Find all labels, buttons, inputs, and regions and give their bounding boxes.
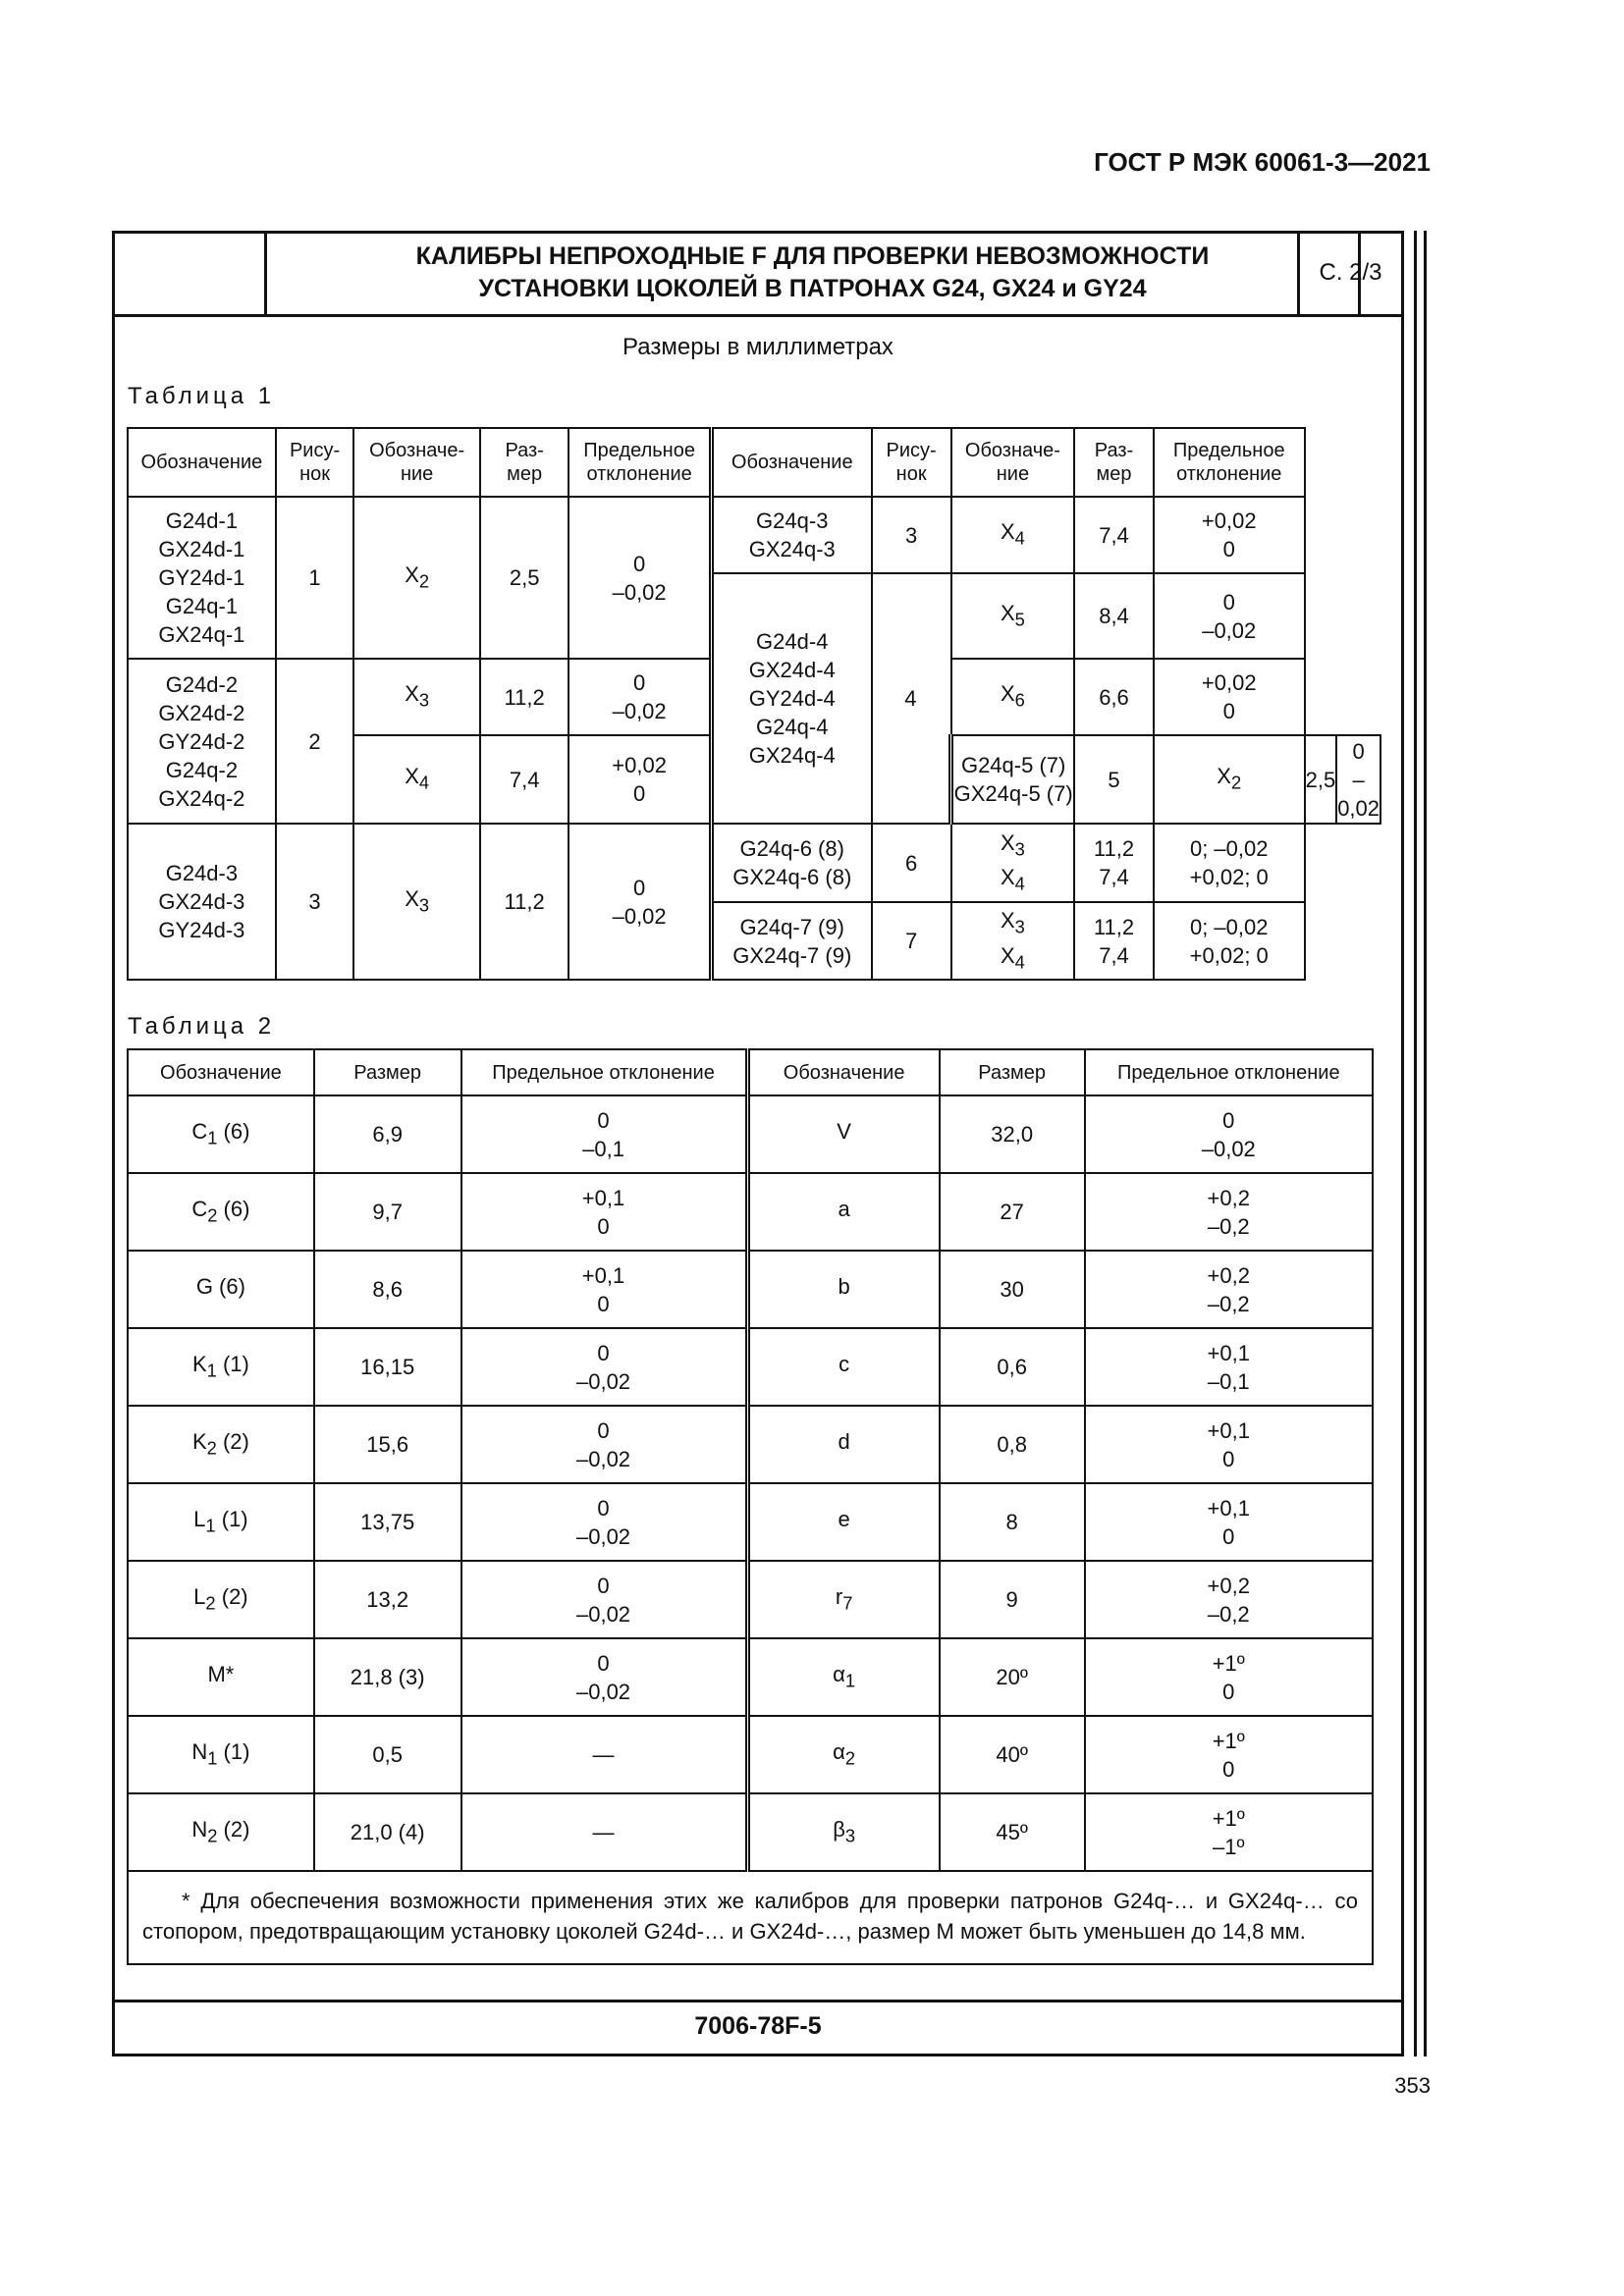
- sheet-title-line: УСТАНОВКИ ЦОКОЛЕЙ В ПАТРОНАХ G24, GX24 и GY24: [478, 274, 1147, 302]
- designation-cell: c: [747, 1328, 940, 1406]
- col-header: Предельное отклонение: [461, 1049, 747, 1095]
- symbol-cell: $X_4$: [353, 735, 480, 824]
- tolerance-cell: 0 –0,02: [461, 1638, 747, 1716]
- designation-cell: V: [747, 1095, 940, 1173]
- sheet-code: 7006-78F-5: [694, 2012, 822, 2040]
- designation-cell: G24d-1 GX24d-1 GY24d-1 G24q-1 GX24q-1: [128, 497, 276, 659]
- designation-cell: G (6): [128, 1251, 314, 1328]
- tolerance-cell: 0 –0,02: [568, 824, 711, 980]
- designation-cell: $\beta_3$: [747, 1793, 940, 1871]
- tolerance-cell: +0,02 0: [1154, 659, 1305, 735]
- frame-side-bar: [1414, 231, 1417, 2056]
- table1-caption: Таблица 1: [128, 383, 276, 409]
- designation-cell: G24q-3 GX24q-3: [711, 497, 871, 573]
- tolerance-cell: +0,1 0: [1085, 1483, 1373, 1561]
- designation-cell: d: [747, 1406, 940, 1483]
- designation-cell: $L_2$ (2): [128, 1561, 314, 1638]
- size-cell: 7,4: [480, 735, 568, 824]
- tolerance-cell: +0,1 0: [461, 1173, 747, 1251]
- size-cell: 9,7: [314, 1173, 461, 1251]
- tolerance-cell: 0 –0,02: [461, 1483, 747, 1561]
- designation-cell: $N_1$ (1): [128, 1716, 314, 1793]
- size-cell: 11,2: [480, 824, 568, 980]
- size-cell: 7,4: [1074, 497, 1154, 573]
- tolerance-cell: +1º 0: [1085, 1716, 1373, 1793]
- sheet-header: [112, 231, 1404, 317]
- figure-cell: 7: [872, 902, 951, 980]
- col-header: Предельное отклонение: [568, 428, 711, 497]
- page-number: 353: [1394, 2073, 1431, 2098]
- designation-cell: e: [747, 1483, 940, 1561]
- designation-cell: $K_1$ (1): [128, 1328, 314, 1406]
- size-cell: 8,6: [314, 1251, 461, 1328]
- tolerance-cell: +0,2 –0,2: [1085, 1251, 1373, 1328]
- units-note: Размеры в миллиметрах: [623, 334, 893, 360]
- table-header-row: [128, 1049, 1373, 1095]
- col-header: Рису- нок: [872, 428, 951, 497]
- size-cell: 6,9: [314, 1095, 461, 1173]
- tolerance-cell: +0,2 –0,2: [1085, 1173, 1373, 1251]
- figure-cell: 3: [872, 497, 951, 573]
- footnote-row: [128, 1871, 1373, 1964]
- size-cell: 0,5: [314, 1716, 461, 1793]
- table-row: [128, 824, 1380, 902]
- document-code: ГОСТ Р МЭК 60061-3—2021: [1094, 147, 1431, 177]
- designation-cell: G24d-3 GX24d-3 GY24d-3: [128, 824, 276, 980]
- sheet-title: [267, 231, 1361, 314]
- size-cell: 2,5: [1305, 735, 1337, 824]
- col-header: Обозначение: [128, 428, 276, 497]
- designation-cell: G24q-7 (9) GX24q-7 (9): [711, 902, 871, 980]
- sheet-title-line: КАЛИБРЫ НЕПРОХОДНЫЕ F ДЛЯ ПРОВЕРКИ НЕВОЗМОЖНОСТИ: [415, 241, 1210, 270]
- tolerance-cell: +0,02 0: [568, 735, 711, 824]
- designation-cell: $C_1$ (6): [128, 1095, 314, 1173]
- table-row: [128, 1406, 1373, 1483]
- designation-cell: G24q-6 (8) GX24q-6 (8): [711, 824, 871, 902]
- col-header: Обозначение: [128, 1049, 314, 1095]
- col-header: Раз- мер: [480, 428, 568, 497]
- tolerance-cell: +1º –1º: [1085, 1793, 1373, 1871]
- tolerance-cell: 0 –0,02: [461, 1561, 747, 1638]
- figure-cell: 5: [1074, 735, 1154, 824]
- symbol-cell: $X_6$: [951, 659, 1074, 735]
- designation-cell: $\alpha_2$: [747, 1716, 940, 1793]
- header-blank-cell: [112, 231, 267, 314]
- tolerance-cell: +0,02 0: [1154, 497, 1305, 573]
- tolerance-cell: +0,1 –0,1: [1085, 1328, 1373, 1406]
- footnote: * Для обеспечения возможности применения этих же калибров для проверки патронов G24q-… и GX24q-… со стопором, предотвращающим установку цоколей G24d-… и GX24d-…, размер M может быть уменьшен до 14,8 мм.: [128, 1871, 1373, 1964]
- size-cell: 40º: [940, 1716, 1085, 1793]
- size-cell: 9: [940, 1561, 1085, 1638]
- symbol-cell: $X_4$: [951, 497, 1074, 573]
- table-row: [128, 1793, 1373, 1871]
- tolerance-cell: 0 –0,02: [1154, 573, 1305, 659]
- col-header: Раз- мер: [1074, 428, 1154, 497]
- table-row: [128, 1716, 1373, 1793]
- tolerance-cell: +0,1 0: [461, 1251, 747, 1328]
- designation-cell: a: [747, 1173, 940, 1251]
- tolerance-cell: +1º 0: [1085, 1638, 1373, 1716]
- size-cell: 0,8: [940, 1406, 1085, 1483]
- col-header: Обозначение: [711, 428, 871, 497]
- col-header: Предельное отклонение: [1154, 428, 1305, 497]
- designation-cell: $L_1$ (1): [128, 1483, 314, 1561]
- tolerance-cell: +0,2 –0,2: [1085, 1561, 1373, 1638]
- size-cell: 11,2 7,4: [1074, 902, 1154, 980]
- tolerance-cell: 0 –0,02: [461, 1406, 747, 1483]
- tolerance-cell: +0,1 0: [1085, 1406, 1373, 1483]
- size-cell: 21,8 (3): [314, 1638, 461, 1716]
- size-cell: 45º: [940, 1793, 1085, 1871]
- tolerance-cell: 0; –0,02 +0,02; 0: [1154, 824, 1305, 902]
- table-row: [128, 1483, 1373, 1561]
- size-cell: 15,6: [314, 1406, 461, 1483]
- bottom-divider: [112, 2000, 1404, 2002]
- designation-cell: b: [747, 1251, 940, 1328]
- designation-cell: $r_7$: [747, 1561, 940, 1638]
- col-header: Обозначение: [747, 1049, 940, 1095]
- size-cell: 30: [940, 1251, 1085, 1328]
- table-header-row: [128, 428, 1380, 497]
- tolerance-cell: 0 –0,02: [1336, 735, 1380, 824]
- designation-cell: G24d-4 GX24d-4 GY24d-4 G24q-4 GX24q-4: [711, 573, 871, 824]
- designation-cell: G24q-5 (7) GX24q-5 (7): [951, 735, 1074, 824]
- tolerance-cell: 0 –0,02: [1085, 1095, 1373, 1173]
- table-row: [128, 497, 1380, 573]
- table-row: [128, 1328, 1373, 1406]
- tolerance-cell: 0 –0,02: [568, 497, 711, 659]
- designation-cell: $C_2$ (6): [128, 1173, 314, 1251]
- table-row: [128, 1173, 1373, 1251]
- symbol-cell: $X_2$: [1154, 735, 1305, 824]
- size-cell: 0,6: [940, 1328, 1085, 1406]
- col-header: Рису- нок: [276, 428, 354, 497]
- size-cell: 27: [940, 1173, 1085, 1251]
- tolerance-cell: 0 –0,1: [461, 1095, 747, 1173]
- table2-caption: Таблица 2: [128, 1013, 276, 1040]
- symbol-cell: $X_2$: [353, 497, 480, 659]
- designation-cell: $\alpha_1$: [747, 1638, 940, 1716]
- tolerance-cell: 0; –0,02 +0,02; 0: [1154, 902, 1305, 980]
- figure-cell: 1: [276, 497, 354, 659]
- size-cell: 20º: [940, 1638, 1085, 1716]
- tolerance-cell: —: [461, 1793, 747, 1871]
- designation-cell: $N_2$ (2): [128, 1793, 314, 1871]
- symbol-cell: $X_3$ $X_4$: [951, 824, 1074, 902]
- designation-cell: M*: [128, 1638, 314, 1716]
- col-header: Обозначе- ние: [951, 428, 1074, 497]
- figure-cell: 6: [872, 824, 951, 902]
- col-header: Размер: [314, 1049, 461, 1095]
- symbol-cell: $X_3$ $X_4$: [951, 902, 1074, 980]
- symbol-cell: $X_3$: [353, 824, 480, 980]
- designation-cell: $K_2$ (2): [128, 1406, 314, 1483]
- col-header: Предельное отклонение: [1085, 1049, 1373, 1095]
- size-cell: 6,6: [1074, 659, 1154, 735]
- symbol-cell: $X_3$: [353, 659, 480, 735]
- col-header: Размер: [940, 1049, 1085, 1095]
- figure-cell: 4: [872, 573, 951, 824]
- size-cell: 16,15: [314, 1328, 461, 1406]
- tolerance-cell: 0 –0,02: [568, 659, 711, 735]
- table-row: [128, 1095, 1373, 1173]
- frame-side-bar: [1424, 231, 1427, 2056]
- figure-cell: 2: [276, 659, 354, 824]
- tolerance-cell: —: [461, 1716, 747, 1793]
- figure-cell: 3: [276, 824, 354, 980]
- table-row: [128, 1251, 1373, 1328]
- size-cell: 21,0 (4): [314, 1793, 461, 1871]
- col-header: Обозначе- ние: [353, 428, 480, 497]
- size-cell: 32,0: [940, 1095, 1085, 1173]
- table-2: [127, 1048, 1374, 1965]
- symbol-cell: $X_5$: [951, 573, 1074, 659]
- size-cell: 8: [940, 1483, 1085, 1561]
- size-cell: 2,5: [480, 497, 568, 659]
- designation-cell: G24d-2 GX24d-2 GY24d-2 G24q-2 GX24q-2: [128, 659, 276, 824]
- table-1: [127, 427, 1381, 981]
- size-cell: 13,2: [314, 1561, 461, 1638]
- size-cell: 13,75: [314, 1483, 461, 1561]
- table-row: [128, 1561, 1373, 1638]
- size-cell: 11,2 7,4: [1074, 824, 1154, 902]
- table-row: [128, 1638, 1373, 1716]
- size-cell: 11,2: [480, 659, 568, 735]
- size-cell: 8,4: [1074, 573, 1154, 659]
- tolerance-cell: 0 –0,02: [461, 1328, 747, 1406]
- sheet-number: С. 2/3: [1297, 231, 1401, 314]
